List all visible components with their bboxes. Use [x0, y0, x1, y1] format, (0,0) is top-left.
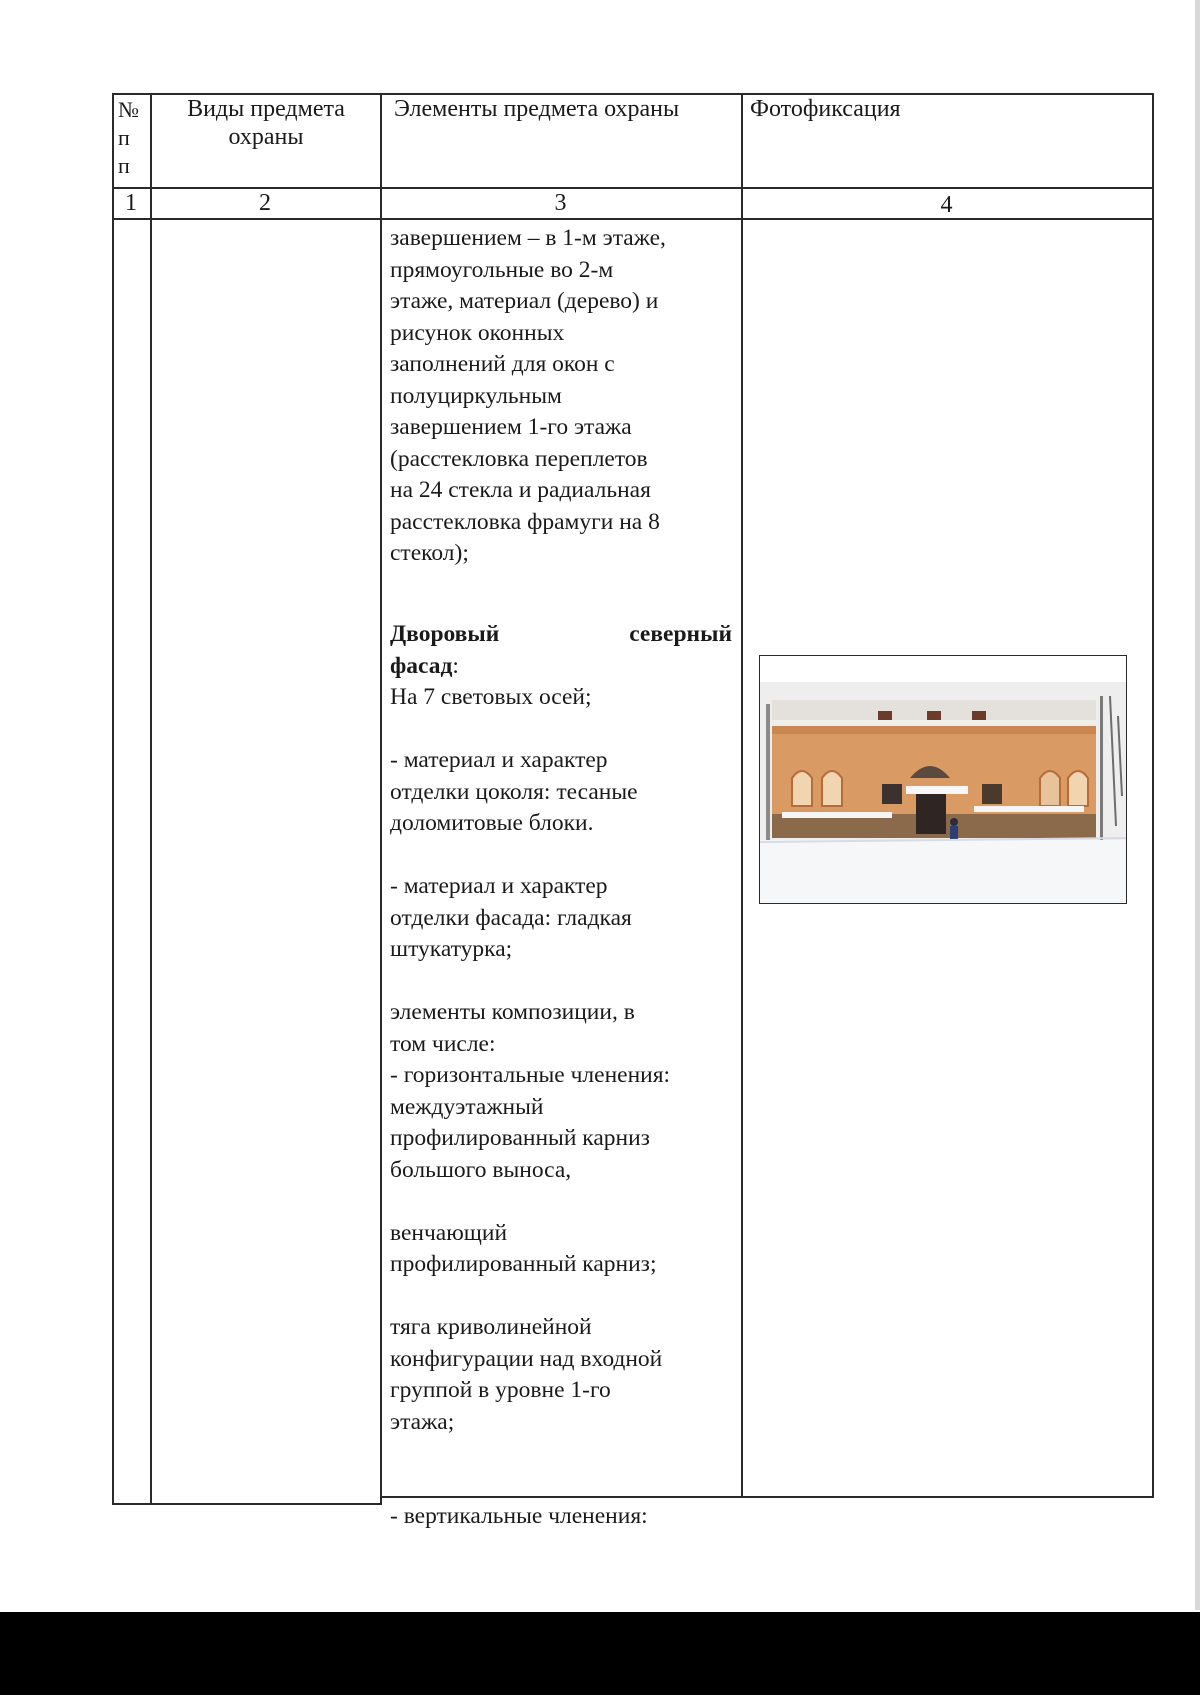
- table-border-left: [112, 93, 114, 1505]
- header-number-sign: № п п: [118, 97, 139, 178]
- window-description: завершением – в 1-м этаже, прямоугольные во 2-м этаже, материал (дерево) и рисунок оконных заполнений для окон с полуциркульным завершением 1-го этажа (расстекловка переплетов на 24 стекла и радиальная расстекловка фрамуги на 8 стекол);: [390, 225, 666, 566]
- header-types-of-protection: Виды предмета охраны: [187, 96, 345, 150]
- curved-rod: тяга криволинейной конфигурации над входной группой в уровне 1-го этажа;: [390, 1314, 663, 1435]
- building-photo-image: [760, 656, 1127, 904]
- crowning-cornice: венчающий профилированный карниз;: [390, 1219, 657, 1277]
- column-number-4: 4: [940, 192, 953, 218]
- protection-elements-text: завершением – в 1-м этаже, прямоугольные во 2-м этаже, материал (дерево) и рисунок оконных заполнений для окон с полуциркульным завершением 1-го этажа (расстекловка переплетов на 24 стекла и радиальная расстекловка фрамуги на 8 стекол); Дворовый северный фасад: На 7 световых осей; - материал и характер отделки цоколя: тесаные доломитовые блоки. - материал и характер отделки фасада: гладкая штукатурка; элементы композиции, в том числе: - горизонтальные членения: междуэтажный профилированный карниз большого выноса, венчающий профилированный карниз; тяга криволинейной конфигурации над входной группой в уровне 1-го этажа; - вертикальные членения:: [390, 223, 732, 1533]
- column-number-1: 1: [125, 190, 137, 216]
- table-border-bottom-left: [112, 1503, 382, 1505]
- table-border-right: [1152, 93, 1154, 1498]
- facade-photo: [759, 655, 1127, 904]
- facade-finish: - материал и характер отделки фасада: гладкая штукатурка;: [390, 873, 632, 962]
- scan-bottom-band: [0, 1612, 1200, 1695]
- protection-table: [112, 93, 1154, 1529]
- column-divider-3: [741, 93, 743, 1498]
- facade-section-title: Дворовый северный: [390, 621, 732, 647]
- header-protection-elements: Элементы предмета охраны: [394, 96, 680, 122]
- column-divider-2: [380, 93, 382, 1505]
- column-number-3: 3: [554, 190, 567, 216]
- header-photo-fixation: Фотофиксация: [750, 96, 901, 122]
- light-axes: На 7 световых осей;: [390, 684, 592, 710]
- vertical-divisions: - вертикальные членения:: [390, 1503, 648, 1529]
- composition-elements: элементы композиции, в том числе: - горизонтальные членения: междуэтажный профилированный карниз большого выноса,: [390, 999, 671, 1183]
- page-edge: [1195, 0, 1200, 1610]
- column-divider-1: [150, 93, 152, 1505]
- plinth-finish: - материал и характер отделки цоколя: тесаные доломитовые блоки.: [390, 747, 638, 836]
- column-number-2: 2: [259, 190, 271, 216]
